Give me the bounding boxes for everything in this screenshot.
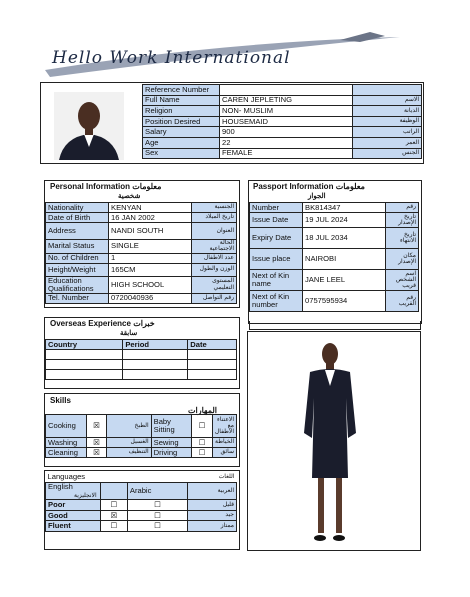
passport-label: Expiry Date	[250, 228, 303, 249]
passport-value: 18 JUL 2034	[303, 228, 386, 249]
skill-label: Baby Sitting	[151, 415, 192, 438]
passport-label: Next of Kin number	[250, 291, 303, 312]
languages-title-ar: اللغات	[218, 473, 235, 480]
personal-label: Marital Status	[46, 240, 109, 254]
passport-row	[250, 291, 419, 312]
passport-label: Next of Kin name	[250, 270, 303, 291]
passport-label: Number	[250, 203, 303, 213]
top-info-table	[142, 84, 422, 159]
language-level-ar: ممتاز	[188, 521, 237, 532]
overseas-header-period: Period	[123, 340, 188, 350]
top-label: Position Desired	[143, 116, 220, 127]
personal-value: 1	[109, 253, 192, 263]
logo-text: Hello Work International	[52, 48, 291, 68]
skill-label: Cooking	[46, 415, 87, 438]
header-logo	[40, 22, 430, 82]
top-value: FEMALE	[220, 148, 353, 159]
overseas-table	[45, 339, 237, 380]
personal-row	[46, 240, 237, 254]
skill-arabic: سائق	[212, 448, 236, 458]
language-level: Poor	[46, 500, 101, 511]
personal-label: Height/Weight	[46, 263, 109, 276]
personal-value: SINGLE	[109, 240, 192, 254]
passport-arabic: اسم الشخص قريب	[386, 270, 419, 291]
overseas-cell	[188, 350, 237, 360]
personal-row	[46, 263, 237, 276]
headshot-image	[54, 92, 124, 160]
personal-label: Date of Birth	[46, 213, 109, 223]
overseas-cell	[188, 370, 237, 380]
overseas-cell	[123, 350, 188, 360]
passport-title-ar: الجواز	[308, 193, 326, 200]
passport-arabic: تاريخ الإصدار	[386, 213, 419, 228]
personal-arabic: الوزن والطول	[192, 263, 237, 276]
skill-row	[46, 415, 237, 438]
top-value: HOUSEMAID	[220, 116, 353, 127]
overseas-header-country: Country	[46, 340, 123, 350]
top-value	[220, 85, 353, 96]
language-row	[46, 510, 237, 521]
top-arabic: الديانة	[353, 106, 422, 117]
top-info-row	[143, 137, 422, 148]
top-arabic: الجنس	[353, 148, 422, 159]
top-info-row	[143, 116, 422, 127]
language-level: Good	[46, 510, 101, 521]
top-value: CAREN JEPLETING	[220, 95, 353, 106]
top-label: Salary	[143, 127, 220, 138]
arabic-checkbox[interactable]: ☐	[127, 521, 187, 532]
english-checkbox[interactable]: ☐	[101, 521, 128, 532]
personal-label: Tel. Number	[46, 293, 109, 303]
top-label: Reference Number	[143, 85, 220, 96]
skill-arabic: الخياطة	[212, 438, 236, 448]
personal-arabic: العنوان	[192, 223, 237, 240]
skills-title-ar: المهارات	[188, 406, 218, 415]
passport-value: 0757595934	[303, 291, 386, 312]
top-arabic: الراتب	[353, 127, 422, 138]
passport-table	[249, 202, 419, 312]
skill-label: Washing	[46, 438, 87, 448]
personal-arabic: عدد الاطفال	[192, 253, 237, 263]
personal-row	[46, 223, 237, 240]
overseas-cell	[123, 360, 188, 370]
personal-label: No. of Children	[46, 253, 109, 263]
arabic-header-ar: العربية	[188, 483, 237, 500]
passport-value: NAIROBI	[303, 249, 386, 270]
languages-table	[45, 472, 237, 532]
personal-title: Personal Information معلومات	[50, 182, 162, 191]
personal-row	[46, 253, 237, 263]
passport-row	[250, 228, 419, 249]
top-info-row	[143, 106, 422, 117]
personal-row	[46, 276, 237, 293]
skill-row	[46, 448, 237, 458]
personal-title-ar: شخصية	[118, 193, 141, 200]
full-body-image	[290, 338, 370, 546]
english-checkbox[interactable]: ☒	[101, 510, 128, 521]
profile-photo	[54, 92, 124, 160]
personal-row	[46, 293, 237, 303]
overseas-cell	[188, 360, 237, 370]
top-label: Full Name	[143, 95, 220, 106]
language-row	[46, 521, 237, 532]
language-level: Fluent	[46, 521, 101, 532]
top-label: Age	[143, 137, 220, 148]
overseas-title-ar: سابقة	[120, 330, 138, 337]
passport-value: BK814347	[303, 203, 386, 213]
personal-label: Address	[46, 223, 109, 240]
top-info-row	[143, 148, 422, 159]
personal-value: 0720040936	[109, 293, 192, 303]
skill-checkbox[interactable]: ☒	[86, 448, 107, 458]
skill-checkbox[interactable]: ☐	[192, 448, 213, 458]
personal-value: HIGH SCHOOL	[109, 276, 192, 293]
skill-arabic: الغسيل	[107, 438, 151, 448]
language-level-ar: جيد	[188, 510, 237, 521]
arabic-checkbox[interactable]: ☐	[127, 510, 187, 521]
top-info-row	[143, 127, 422, 138]
top-arabic	[353, 85, 422, 96]
skill-arabic: الطبخ	[107, 415, 151, 438]
overseas-cell	[46, 360, 123, 370]
skills-title: Skills	[50, 396, 71, 405]
skills-table	[45, 414, 237, 458]
english-header: English الانجليزية	[46, 483, 101, 500]
english-checkbox[interactable]: ☐	[101, 500, 128, 511]
personal-label: Nationality	[46, 203, 109, 213]
skill-label: Cleaning	[46, 448, 87, 458]
skill-checkbox[interactable]: ☐	[192, 415, 213, 438]
passport-title: Passport Information معلومات	[253, 182, 365, 191]
passport-row	[250, 203, 419, 213]
overseas-cell	[46, 350, 123, 360]
personal-arabic: الجنسية	[192, 203, 237, 213]
personal-value: NANDI SOUTH	[109, 223, 192, 240]
passport-arabic: تاريخ الانتهاء	[386, 228, 419, 249]
languages-title: Languages	[47, 472, 86, 482]
passport-row	[250, 249, 419, 270]
arabic-header: Arabic	[127, 483, 187, 500]
passport-label: Issue Date	[250, 213, 303, 228]
top-label: Sex	[143, 148, 220, 159]
skill-checkbox[interactable]: ☒	[86, 415, 107, 438]
overseas-header-date: Date	[188, 340, 237, 350]
top-arabic: العمر	[353, 137, 422, 148]
top-label: Religion	[143, 106, 220, 117]
skill-checkbox[interactable]: ☒	[86, 438, 107, 448]
passport-arabic: رقم القريب	[386, 291, 419, 312]
personal-value: 165CM	[109, 263, 192, 276]
skill-arabic: التنظيف	[107, 448, 151, 458]
personal-label: Education Qualifications	[46, 276, 109, 293]
passport-row	[250, 270, 419, 291]
skill-row	[46, 438, 237, 448]
arabic-checkbox[interactable]: ☐	[127, 500, 187, 511]
language-row	[46, 500, 237, 511]
passport-value: JANE LEEL	[303, 270, 386, 291]
top-value: 22	[220, 137, 353, 148]
personal-arabic: رقم التواصل	[192, 293, 237, 303]
overseas-cell	[123, 370, 188, 380]
overseas-title: Overseas Experience خبرات	[50, 319, 155, 328]
personal-row	[46, 203, 237, 213]
personal-table	[45, 202, 237, 304]
full-body-photo	[290, 338, 370, 546]
top-value: NON- MUSLIM	[220, 106, 353, 117]
top-arabic: الاسم	[353, 95, 422, 106]
personal-arabic: الحالة الاجتماعية	[192, 240, 237, 254]
top-arabic: الوظيفة	[353, 116, 422, 127]
skill-label: Sewing	[151, 438, 192, 448]
passport-value: 19 JUL 2024	[303, 213, 386, 228]
skill-arabic: الاعتناء مع الاطفال	[212, 415, 236, 438]
personal-arabic: تاريخ الميلاد	[192, 213, 237, 223]
personal-value: KENYAN	[109, 203, 192, 213]
top-info-row	[143, 95, 422, 106]
personal-row	[46, 213, 237, 223]
personal-value: 16 JAN 2002	[109, 213, 192, 223]
skill-checkbox[interactable]: ☐	[192, 438, 213, 448]
top-value: 900	[220, 127, 353, 138]
passport-arabic: رقم	[386, 203, 419, 213]
personal-arabic: المستوى التعليمي	[192, 276, 237, 293]
passport-extra-row	[249, 321, 421, 330]
top-info-row	[143, 85, 422, 96]
passport-label: Issue place	[250, 249, 303, 270]
passport-arabic: مكان الإصدار	[386, 249, 419, 270]
language-level-ar: قليل	[188, 500, 237, 511]
overseas-cell	[46, 370, 123, 380]
skill-label: Driving	[151, 448, 192, 458]
passport-row	[250, 213, 419, 228]
